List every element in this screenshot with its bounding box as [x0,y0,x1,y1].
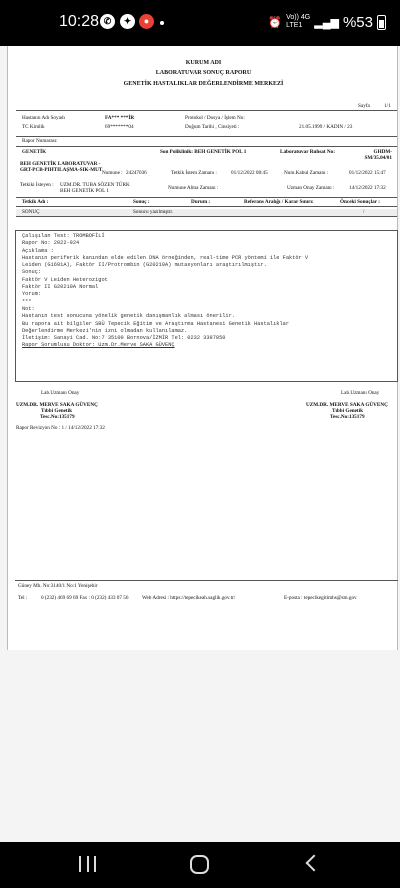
right-signature-title: Tıbbi Genetik [332,408,363,414]
result-previous: / [363,209,365,215]
left-signature-tescil: Tesc.No:135179 [40,414,75,420]
clock: 10:28 [59,13,100,30]
alarm-icon: ⏰ [268,16,283,29]
section-genetik: GENETİK [22,149,47,155]
comment-line: Sonuç: [22,269,42,276]
col-previous: Önceki Sonuçlar : [340,199,380,205]
whatsapp-icon: ✆ [100,14,115,29]
report-page [7,46,398,650]
left-signature-title: Tıbbi Genetik [41,408,72,414]
comment-line: Faktör II G20210A Normal [22,284,99,291]
test-name: BEH GENETİK LABORATUVAR - GRT-PCB-PIHTILAŞMA-SIK-MUT [20,161,103,173]
comment-line: Rapor No: 2022-924 [22,240,80,247]
comment-line: İletişim: Sanayi Cad. No:7 35100 Bornova/İZMİR Tel: 0232 3397050 [22,335,226,342]
order-time-label: Tetkik İstem Zamanı : [171,170,217,176]
requester-label: Tetkiki İsteyen : [20,182,54,188]
col-result: Sonuç : [133,199,150,205]
back-icon[interactable] [306,855,323,872]
result-row [16,209,397,216]
col-test: Tetkik Adı : [22,199,49,205]
right-signature-tescil: Tesc.No:135179 [330,414,365,420]
document-viewer[interactable] [0,46,400,842]
network-top: Vo)) 4G [286,14,311,21]
footer-tel: 0 (232) 469 69 69 Fax : 0 (232) 433 07 56 [41,595,129,601]
chrome-icon: ● [139,14,154,29]
battery-icon [377,15,386,30]
network-bottom: LTE1 [286,22,303,29]
protocol-label: Protokol / Dosya / İşlem No: [185,115,245,121]
result-comment-box [15,230,398,382]
birth-label: Doğum Tarihi , Cinsiyeti : [185,124,240,130]
footer-tel-label: Tel : [18,595,28,601]
left-signature-name: UZM.DR. MERVE SAKA GÜVENÇ [16,402,98,408]
page-value: 1/1 [384,103,391,109]
comment-line: Faktör V Leiden Heterozigot [22,276,108,283]
tc-label: TC Kimlik [22,124,45,130]
network-indicator [286,14,310,30]
birth-value: 21.05.1999 / KADIN / 23 [299,124,353,130]
footer-web[interactable]: Web Adresi : https://tepecikeah.saglik.gov.tr/ [142,595,236,601]
comment-line: *** [22,298,32,305]
last-polyclinic: Son Poliklinik: BEH GENETİK POL 1 [160,149,247,155]
requester-name: UZM.DR. TUBA SÖZEN TÜRK [60,182,130,188]
comment-line: Yorum: [22,291,42,298]
col-status: Durum : [191,199,211,205]
navigation-bar [0,842,400,888]
comment-line: Leiden (G1691A), Faktör II/Protrombin (G20210A) mutasyonları araştırılmıştır. [22,262,267,269]
comment-line: Çalışılan Test: TROMBOFİLİ [22,233,105,239]
responsible-doctor: Rapor Sorumlusu Doktor: Uzm.Dr.Merve SAKA GÜVENÇ [22,342,175,349]
accept-time-label: Num.Kabul Zamanı : [284,170,329,176]
comment-line: Bu rapora ait bilgiler SBÜ Tepecik Eğitim ve Araştırma Hastanesi Genetik Hastalıklar [22,320,290,327]
signal-icon: ▂▄▆ [314,16,339,29]
status-indicators [268,12,386,32]
revision-number: Rapor Revizyon No : 1 / 14/12/2022 17:32 [16,425,105,431]
col-reference: Referans Aralığı / Karar Sınırı: [244,199,314,205]
report-number-label: Rapor Numarası: [22,138,58,144]
approval-time-label: Uzman Onay Zamanı : [287,185,335,191]
messenger-icon: ✦ [120,14,135,29]
status-bar [0,0,400,46]
tc-value: 69*******04 [105,124,134,130]
order-time-value: 01/12/2022 08:45 [231,170,268,176]
expert-approval-label: Lab.Uzmanı Onay [341,390,380,396]
recents-icon[interactable] [79,856,96,872]
license-label: Laboratuvar Ruhsat No: [280,149,335,155]
comment-line: Hastanın periferik kanından elde edilen DNA örneğinden, real-time PCR yöntemi ile Faktör V [22,254,309,261]
report-title: LABORATUVAR SONUÇ RAPORU [155,70,252,76]
patient-name: FA*** ***İR [105,115,135,121]
footer-email[interactable]: E-posta : tepecikegitimhs@sm.gov [284,595,357,601]
right-signature-name: UZM.DR. MERVE SAKA GÜVENÇ [306,402,388,408]
institution-title: KURUM ADI [185,60,222,66]
accept-time-value: 01/12/2022 15:47 [349,170,386,176]
sampling-time-label: Numune Alma Zamanı : [168,185,219,191]
result-name: SONUÇ [22,209,40,215]
comment-line: Değerlendirme Merkezi'nin izni olmadan kullanılamaz. [22,327,188,334]
approval-time-value: 14/12/2022 17:32 [349,185,386,191]
sample-label: Numune : [102,170,123,176]
result-value: Sonucu yazılmıştır. [133,209,174,215]
sample-value: 24247036 [126,170,147,176]
page-label: Sayfa [358,103,370,109]
requester-unit: BEH GENETİK POL 1 [60,188,109,194]
patient-name-label: Hastanın Adı Soyadı [22,115,65,121]
footer-address: Güney Mh. No:3140/1 No:1 Yenişehir [18,583,98,589]
battery-percent: %53 [342,13,373,31]
comment-line: Not: [22,305,35,312]
license-value: GHDM-SM/35.04/01 [364,149,392,161]
notification-dot-icon [160,21,164,25]
lab-expert-label: Lab.Uzmanı Onay [41,390,80,396]
center-title: GENETİK HASTALIKLAR DEĞERLENDİRME MERKEZİ [123,81,284,87]
comment-line: Hastanın test sonucuna yönelik genetik danışmanlık alması önerilir. [22,313,235,320]
home-icon[interactable] [190,855,209,874]
comment-line: Açıklama : [22,247,54,254]
